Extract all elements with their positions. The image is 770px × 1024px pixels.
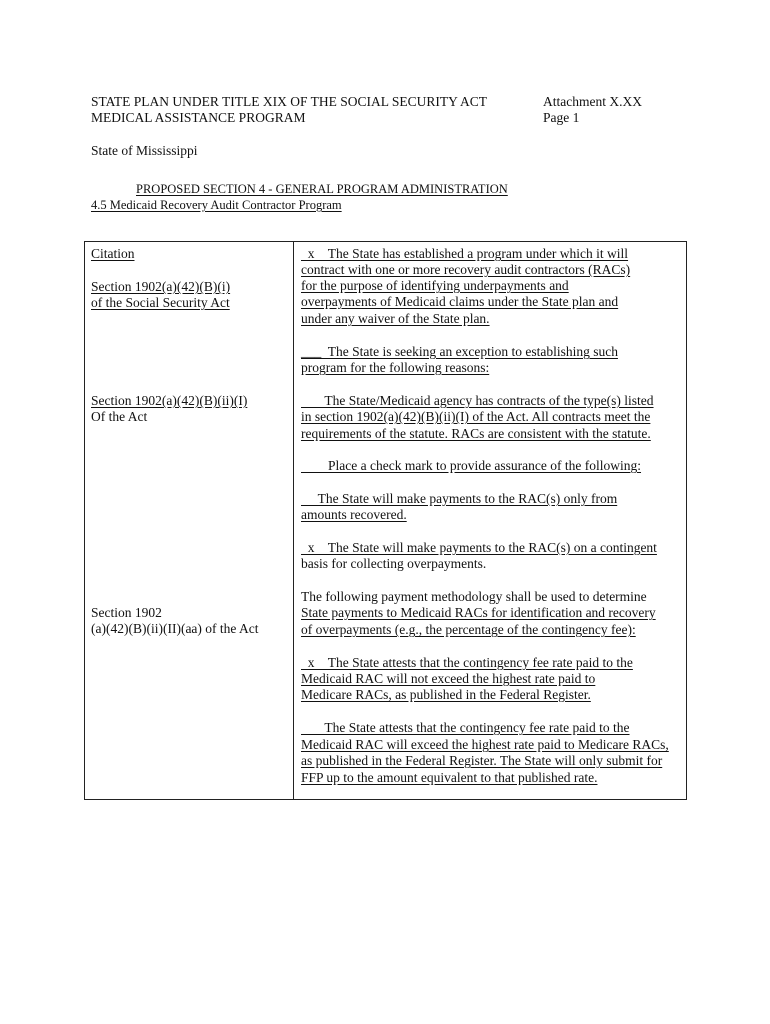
provision-line: basis for collecting overpayments. bbox=[301, 556, 487, 571]
attachment-label: Attachment X.XX bbox=[543, 94, 642, 109]
provision-line: Medicaid RAC will exceed the highest rate paid to Medicare RACs, bbox=[301, 737, 669, 752]
provision-line: x The State has established a program under which it will bbox=[301, 246, 629, 261]
citation-3-line1: Section 1902 bbox=[91, 605, 162, 620]
provision-line: program for the following reasons: bbox=[301, 360, 490, 375]
provision-line: The following payment methodology shall be used to determine bbox=[301, 589, 647, 604]
provision-line: The State/Medicaid agency has contracts of the type(s) listed bbox=[301, 393, 654, 408]
citation-header: Citation bbox=[91, 246, 135, 261]
page-number: Page 1 bbox=[543, 110, 580, 125]
section-subheading: 4.5 Medicaid Recovery Audit Contractor Program bbox=[91, 198, 342, 212]
provision-line: x The State attests that the contingency fee rate paid to the bbox=[301, 655, 633, 670]
provision-line: of overpayments (e.g., the percentage of the contingency fee): bbox=[301, 622, 636, 637]
provision-line: x The State will make payments to the RAC(s) on a contingent bbox=[301, 540, 657, 555]
provision-line: overpayments of Medicaid claims under the State plan and bbox=[301, 294, 619, 309]
provision-line: in section 1902(a)(42)(B)(ii)(I) of the Act. All contracts meet the bbox=[301, 409, 651, 424]
provision-line: The State attests that the contingency fee rate paid to the bbox=[301, 720, 630, 735]
provision-line: Place a check mark to provide assurance of the following: bbox=[301, 458, 642, 473]
provision-line: ___ The State is seeking an exception to establishing such bbox=[301, 344, 618, 359]
citation-1-line2: of the Social Security Act bbox=[91, 295, 230, 310]
provision-line: Medicare RACs, as published in the Federal Register. bbox=[301, 687, 591, 702]
provision-line: as published in the Federal Register. The State will only submit for bbox=[301, 753, 663, 768]
provision-line: for the purpose of identifying underpayments and bbox=[301, 278, 569, 293]
provision-line: State payments to Medicaid RACs for identification and recovery bbox=[301, 605, 656, 620]
state-name: State of Mississippi bbox=[91, 143, 198, 158]
citation-1-line1: Section 1902(a)(42)(B)(i) bbox=[91, 279, 231, 294]
table-column-divider bbox=[293, 241, 294, 800]
provision-line: FFP up to the amount equivalent to that published rate. bbox=[301, 770, 598, 785]
provision-line: contract with one or more recovery audit contractors (RACs) bbox=[301, 262, 631, 277]
plan-title-line1: STATE PLAN UNDER TITLE XIX OF THE SOCIAL SECURITY ACT bbox=[91, 94, 488, 109]
provision-line: under any waiver of the State plan. bbox=[301, 311, 490, 326]
section-heading: PROPOSED SECTION 4 - GENERAL PROGRAM ADMINISTRATION bbox=[136, 182, 508, 196]
provision-line: amounts recovered. bbox=[301, 507, 407, 522]
citation-2-line1: Section 1902(a)(42)(B)(ii)(I) bbox=[91, 393, 248, 408]
citation-3-line2: (a)(42)(B)(ii)(II)(aa) of the Act bbox=[91, 621, 259, 636]
provision-line: Medicaid RAC will not exceed the highest rate paid to bbox=[301, 671, 596, 686]
provision-line: requirements of the statute. RACs are consistent with the statute. bbox=[301, 426, 651, 441]
plan-title-line2: MEDICAL ASSISTANCE PROGRAM bbox=[91, 110, 306, 125]
provision-line: The State will make payments to the RAC(s) only from bbox=[301, 491, 618, 506]
citation-2-line2: Of the Act bbox=[91, 409, 148, 424]
